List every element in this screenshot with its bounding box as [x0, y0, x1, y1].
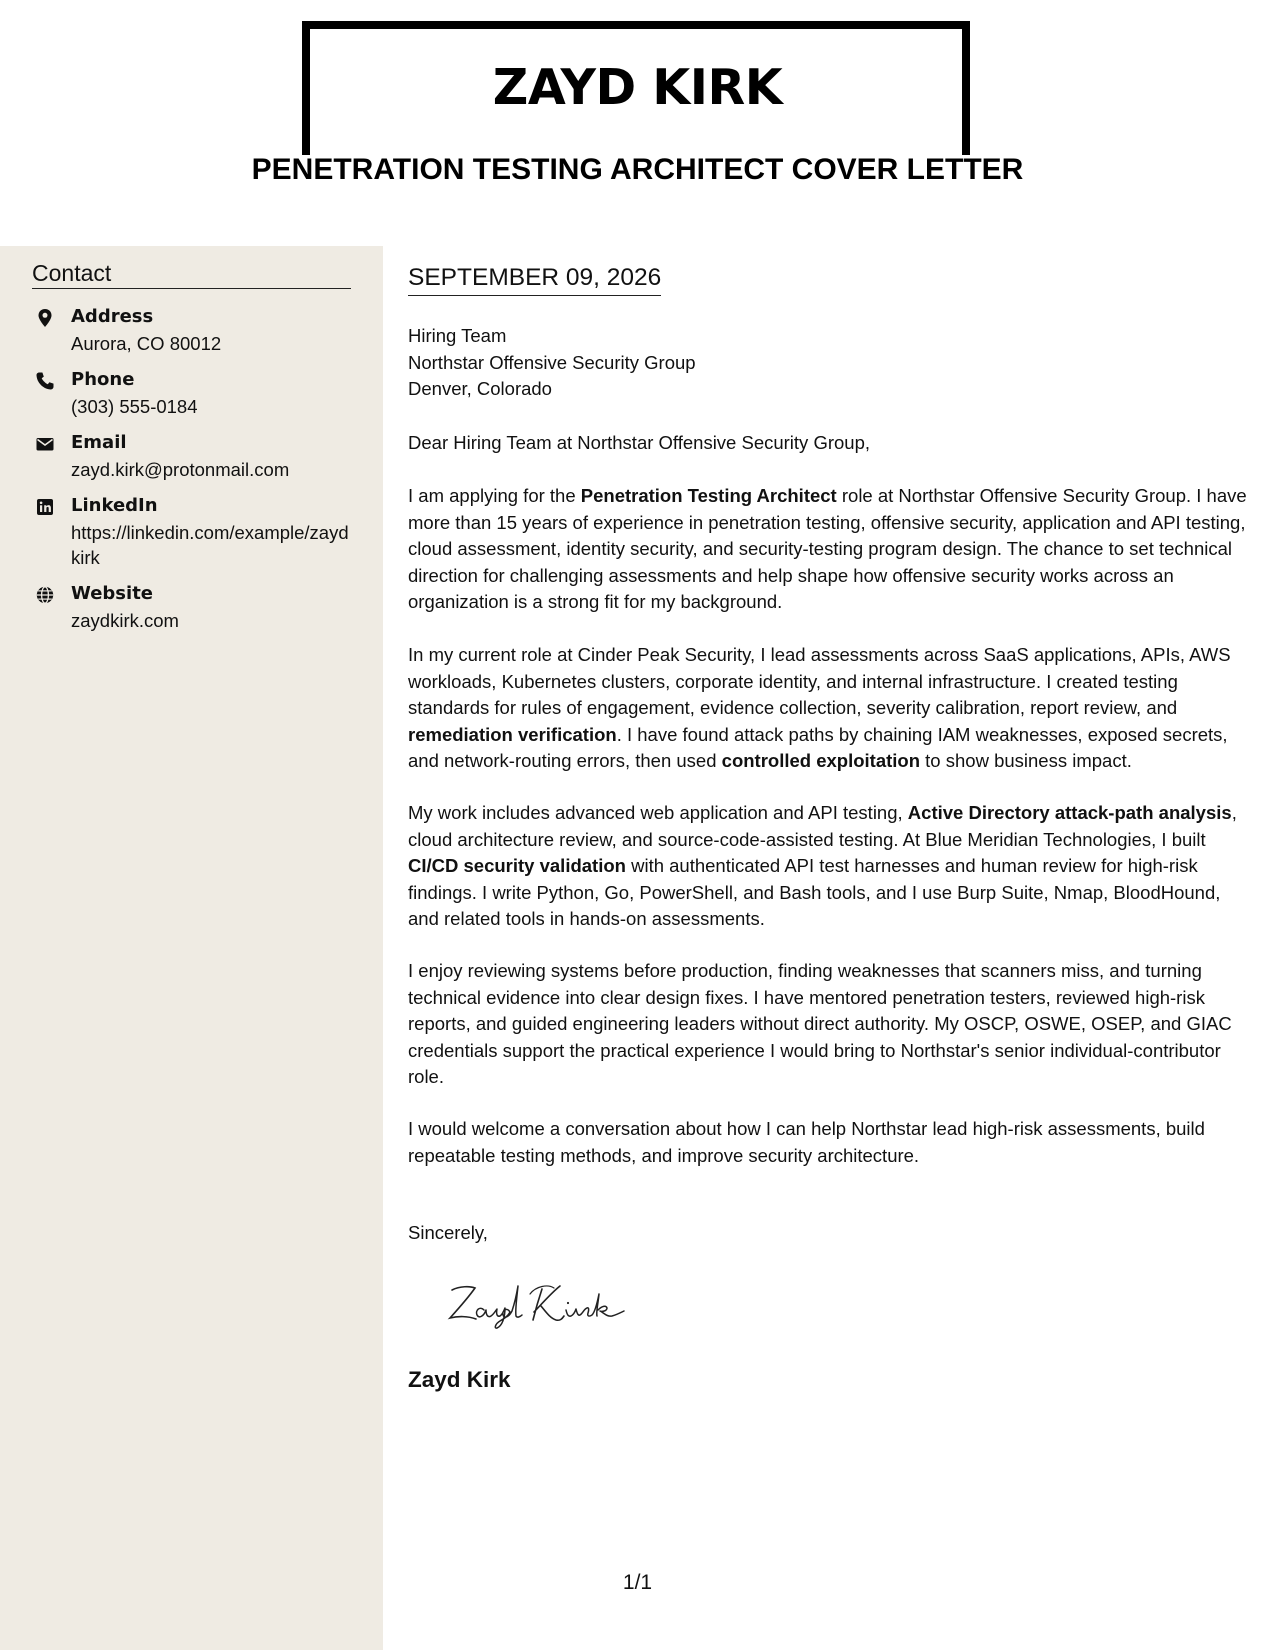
body-text: with authenticated API test harnesses and human review for high-risk findings. I write Python, Go, PowerShell, and Bash tools, and I use Burp Suite, Nmap, BloodHound, and related tools in hands-on assessments.: [408, 855, 1221, 929]
phone-icon: [35, 371, 55, 391]
applicant-name: ZAYD KIRK: [492, 59, 783, 116]
contact-label: LinkedIn: [71, 495, 158, 516]
letter-date: SEPTEMBER 09, 2026: [408, 264, 661, 296]
contact-label: Address: [71, 306, 154, 327]
paragraph: [408, 483, 1251, 616]
body-text: I am applying for the: [408, 485, 581, 506]
linkedin-icon: [35, 497, 55, 517]
envelope-icon: [35, 434, 55, 454]
body-text: role at Northstar Offensive Security Group. I have more than 15 years of experience in penetration testing, offensive security, application and API testing, cloud assessment, identity security, and security-testing program design. The chance to set technical direction for challenging assessments and help shape how offensive security works across an organization is a strong fit for my background.: [408, 485, 1247, 612]
body-text: I enjoy reviewing systems before production, finding weaknesses that scanners miss, and turning technical evidence into clear design fixes. I have mentored penetration testers, reviewed high-risk reports, and guided engineering leaders without direct authority. My OSCP, OSWE, OSEP, and GIAC credentials support the practical experience I would bring to Northstar's senior individual-contributor role.: [408, 960, 1232, 1087]
handwritten-signature: [444, 1276, 634, 1332]
contact-value: (303) 555-0184: [71, 396, 198, 417]
globe-icon: [35, 585, 55, 605]
recipient-block: [408, 323, 696, 403]
body-text: In my current role at Cinder Peak Security, I lead assessments across SaaS applications, APIs, AWS workloads, Kubernetes clusters, corporate identity, and internal infrastructure. I created testing standards for rules of engagement, evidence collection, severity calibration, report review, and: [408, 644, 1231, 718]
contact-label: Phone: [71, 369, 135, 390]
recipient-line: Northstar Offensive Security Group: [408, 351, 696, 373]
contact-label: Website: [71, 583, 154, 604]
contact-value: zaydkirk.com: [71, 610, 179, 631]
paragraph: [408, 800, 1251, 933]
paragraph: [408, 642, 1251, 775]
recipient-line: Denver, Colorado: [408, 378, 552, 399]
emphasis-text: remediation verification: [408, 723, 617, 745]
contact-heading: Contact: [32, 260, 351, 289]
contact-sidebar: [0, 246, 383, 1650]
paragraph: [408, 958, 1251, 1091]
body-text: . I have found attack paths by chaining IAM weaknesses, exposed secrets, and network-routing errors, then used: [408, 723, 1228, 771]
document-title: PENETRATION TESTING ARCHITECT COVER LETTER: [251, 153, 1024, 186]
paragraph: [408, 1116, 1251, 1169]
emphasis-text: CI/CD security validation: [408, 855, 626, 876]
page-number: 1/1: [622, 1571, 653, 1594]
emphasis-text: Active Directory attack-path analysis: [907, 802, 1232, 823]
contact-label: Email: [71, 432, 127, 453]
map-pin-icon: [35, 308, 55, 328]
emphasis-text: Penetration Testing Architect: [580, 485, 837, 506]
signer-name: Zayd Kirk: [408, 1367, 511, 1392]
body-text: to show business impact.: [920, 750, 1132, 771]
body-text: I would welcome a conversation about how I can help Northstar lead high-risk assessments, build repeatable testing methods, and improve security architecture.: [408, 1118, 1205, 1166]
body-text: , cloud architecture review, and source-code-assisted testing. At Blue Meridian Technologies, I built: [408, 802, 1237, 850]
closing: Sincerely,: [408, 1222, 488, 1243]
recipient-line: Hiring Team: [408, 325, 507, 346]
contact-value: https://linkedin.com/example/zaydkirk: [71, 522, 349, 568]
contact-value: Aurora, CO 80012: [71, 333, 222, 354]
body-text: My work includes advanced web application and API testing,: [408, 802, 908, 823]
salutation: Dear Hiring Team at Northstar Offensive Security Group,: [408, 432, 871, 453]
contact-value: zayd.kirk@protonmail.com: [71, 459, 290, 480]
emphasis-text: controlled exploitation: [721, 750, 921, 771]
